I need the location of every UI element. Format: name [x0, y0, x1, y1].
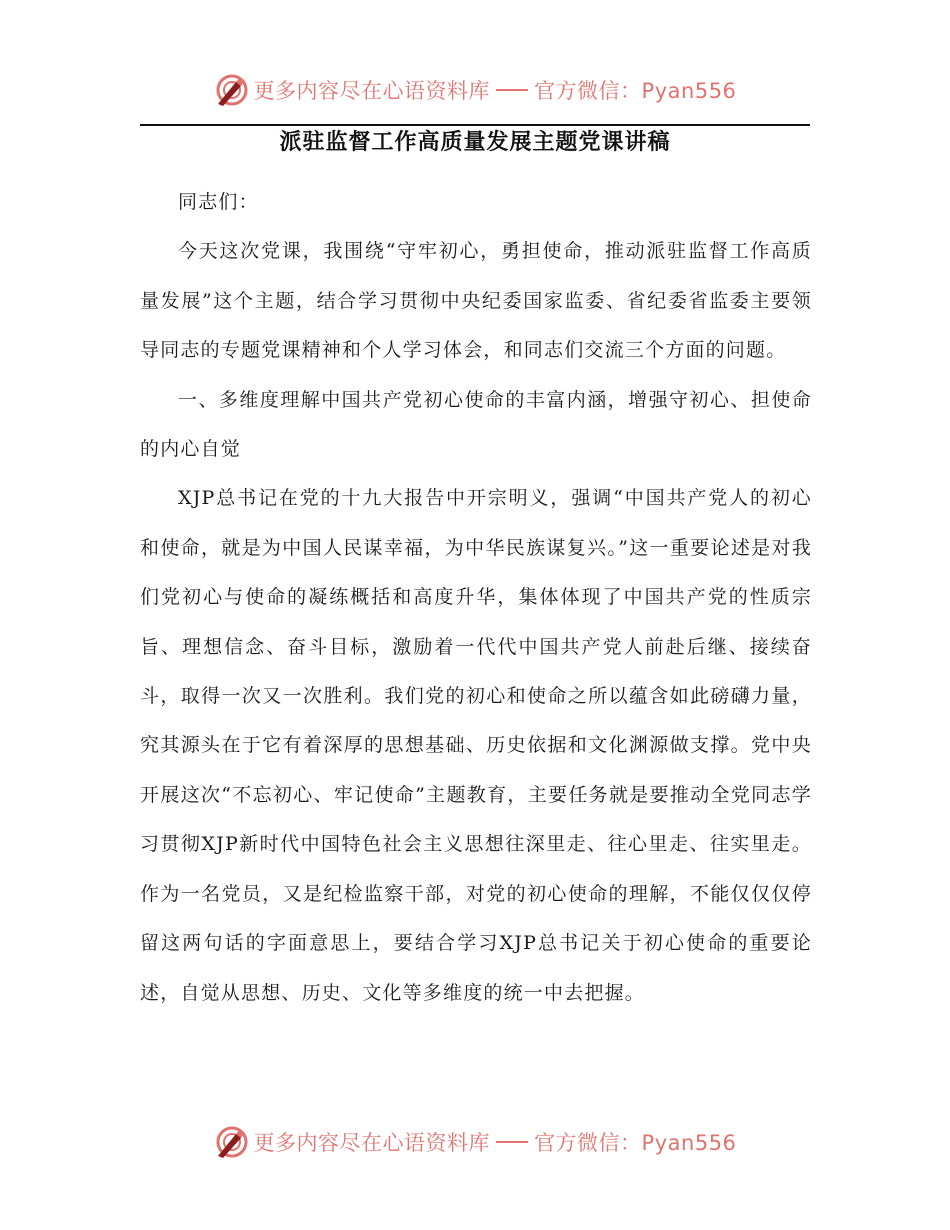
paragraph-body-1: XJP总书记在党的十九大报告中开宗明义，强调“中国共产党人的初心和使命，就是为中国人民谋幸福，为中华民族谋复兴。”这一重要论述是对我们党初心与使命的凝练概括和高度升华，集体体现了中国共产党的性质宗旨、理想信念、奋斗目标，激励着一代代中国共产党人前赴后继、接续奋斗，取得一次又一次胜利。我们党的初心和使命之所以蕴含如此磅礴力量，究其源头在于它有着深厚的思想基础、历史依据和文化渊源做支撑。党中央开展这次“不忘初心、牢记使命”主题教育，主要任务就是要推动全党同志学习贯彻XJP新时代中国特色社会主义思想往深里走、往心里走、往实里走。作为一名党员，又是纪检监察干部，对党的初心使命的理解，不能仅仅仅停留这两句话的字面意思上，要结合学习XJP总书记关于初心使命的重要论述，自觉从思想、历史、文化等多维度的统一中去把握。	[140, 487, 812, 1004]
footer-banner	[0, 1120, 950, 1164]
footer-banner-wechat: 官方微信：Pyan556	[534, 1131, 737, 1155]
salutation: 同志们：	[178, 191, 259, 213]
pen-logo-icon	[214, 72, 250, 108]
header-banner-wechat: 官方微信：Pyan556	[534, 79, 737, 103]
header-rule	[140, 124, 810, 126]
document-body	[140, 178, 812, 1018]
footer-banner-dash	[496, 1141, 528, 1143]
header-banner-dash	[496, 89, 528, 91]
document-title: 派驻监督工作高质量发展主题党课讲稿	[279, 130, 671, 155]
pen-logo-icon	[214, 1124, 250, 1160]
header-banner-text: 更多内容尽在心语资料库	[253, 79, 491, 103]
paragraph-intro: 今天这次党课，我围绕“守牢初心，勇担使命，推动派驻监督工作高质量发展”这个主题，结合学习贯彻中央纪委国家监委、省纪委省监委主要领导同志的专题党课精神和个人学习体会，和同志们交流三个方面的问题。	[140, 240, 812, 362]
section-heading-1: 一、多维度理解中国共产党初心使命的丰富内涵，增强守初心、担使命的内心自觉	[140, 388, 812, 461]
footer-banner-text: 更多内容尽在心语资料库	[253, 1131, 491, 1155]
header-banner	[0, 68, 950, 112]
